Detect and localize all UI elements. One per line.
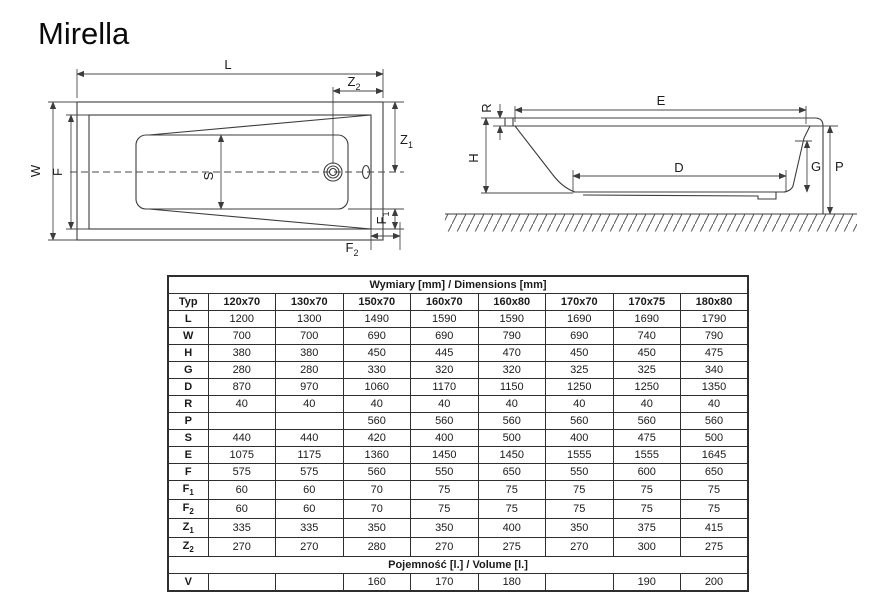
table-cell: 560 bbox=[478, 413, 546, 430]
table-cell: 70 bbox=[343, 500, 411, 519]
table-cell: 690 bbox=[411, 328, 479, 345]
table-cell: 1450 bbox=[411, 447, 479, 464]
table-cell bbox=[276, 574, 344, 592]
table-cell: 40 bbox=[681, 396, 749, 413]
table-cell: 40 bbox=[546, 396, 614, 413]
table-cell: 350 bbox=[546, 519, 614, 538]
table-cell: 1790 bbox=[681, 311, 749, 328]
row-label-cell: G bbox=[168, 362, 208, 379]
row-label-cell: $Z_2$ bbox=[168, 538, 208, 557]
table-cell: 1555 bbox=[613, 447, 681, 464]
table-cell: 690 bbox=[546, 328, 614, 345]
table-row bbox=[168, 500, 748, 519]
dim-label-Z1: $Z_1$ bbox=[400, 132, 413, 150]
table-cell: 1360 bbox=[343, 447, 411, 464]
table-row bbox=[168, 519, 748, 538]
dim-label-R: R bbox=[479, 103, 494, 113]
table-cell: 320 bbox=[478, 362, 546, 379]
table-cell: 40 bbox=[343, 396, 411, 413]
table-cell: 1075 bbox=[208, 447, 276, 464]
row-label-cell: $F_1$ bbox=[168, 481, 208, 500]
table-cell: 60 bbox=[208, 500, 276, 519]
table-cell: 60 bbox=[276, 500, 344, 519]
table-cell: 550 bbox=[546, 464, 614, 481]
table-cell: 560 bbox=[613, 413, 681, 430]
table-cell: 560 bbox=[681, 413, 749, 430]
table-cell: 700 bbox=[276, 328, 344, 345]
table-row bbox=[168, 447, 748, 464]
table-cell: 560 bbox=[411, 413, 479, 430]
table-cell: 40 bbox=[208, 396, 276, 413]
table-cell: 1590 bbox=[478, 311, 546, 328]
table-cell: 170 bbox=[411, 574, 479, 592]
left-wall bbox=[515, 126, 575, 192]
table-cell: 1060 bbox=[343, 379, 411, 396]
table-cell: 1490 bbox=[343, 311, 411, 328]
table-cell: 415 bbox=[681, 519, 749, 538]
table-cell: 1250 bbox=[546, 379, 614, 396]
dim-label-S: S bbox=[201, 171, 216, 181]
table-cell: 740 bbox=[613, 328, 681, 345]
row-label-cell: F bbox=[168, 464, 208, 481]
row-label-cell: L bbox=[168, 311, 208, 328]
table-cell: 75 bbox=[478, 500, 546, 519]
table-cell: 1450 bbox=[478, 447, 546, 464]
dim-label-H: H bbox=[466, 153, 481, 163]
table-cell: 575 bbox=[276, 464, 344, 481]
table-cell: 170x75 bbox=[613, 294, 681, 311]
row-label-cell: V bbox=[168, 574, 208, 592]
table-cell: 275 bbox=[681, 538, 749, 557]
table-cell: 450 bbox=[613, 345, 681, 362]
row-label-cell: $F_2$ bbox=[168, 500, 208, 519]
dim-label-E: E bbox=[656, 93, 666, 108]
dimensions-header: Wymiary [mm] / Dimensions [mm] bbox=[168, 276, 748, 294]
table-cell: 75 bbox=[546, 500, 614, 519]
table-cell: 160x70 bbox=[411, 294, 479, 311]
table-cell: 440 bbox=[276, 430, 344, 447]
table-row bbox=[168, 430, 748, 447]
table-row bbox=[168, 328, 748, 345]
table-cell: 690 bbox=[343, 328, 411, 345]
table-cell bbox=[276, 413, 344, 430]
table-cell: 560 bbox=[343, 464, 411, 481]
table-cell: 270 bbox=[546, 538, 614, 557]
table-cell: 560 bbox=[546, 413, 614, 430]
table-cell: 60 bbox=[208, 481, 276, 500]
dimensions-table bbox=[167, 275, 749, 592]
table-cell: 870 bbox=[208, 379, 276, 396]
dim-label-D: D bbox=[674, 160, 684, 175]
table-cell: 1590 bbox=[411, 311, 479, 328]
table-cell bbox=[208, 413, 276, 430]
table-cell: 325 bbox=[546, 362, 614, 379]
volume-header: Pojemność [l.] / Volume [l.] bbox=[168, 557, 748, 574]
table-row bbox=[168, 538, 748, 557]
table-cell: 300 bbox=[613, 538, 681, 557]
table-cell: 450 bbox=[343, 345, 411, 362]
table-cell: 40 bbox=[411, 396, 479, 413]
table-cell: 1555 bbox=[546, 447, 614, 464]
table-cell: 475 bbox=[613, 430, 681, 447]
table-row bbox=[168, 379, 748, 396]
table-cell bbox=[546, 574, 614, 592]
table-cell: 450 bbox=[546, 345, 614, 362]
table-cell: 60 bbox=[276, 481, 344, 500]
table-cell: 75 bbox=[613, 481, 681, 500]
table-cell: 350 bbox=[343, 519, 411, 538]
table-cell: 1200 bbox=[208, 311, 276, 328]
table-section-row bbox=[168, 276, 748, 294]
table-cell: 350 bbox=[411, 519, 479, 538]
table-cell: 160 bbox=[343, 574, 411, 592]
table-cell: 475 bbox=[681, 345, 749, 362]
shell-bottom bbox=[583, 192, 776, 199]
table-row bbox=[168, 464, 748, 481]
table-cell: 340 bbox=[681, 362, 749, 379]
table-cell: 75 bbox=[546, 481, 614, 500]
table-cell: 445 bbox=[411, 345, 479, 362]
table-cell: 330 bbox=[343, 362, 411, 379]
table-cell: 375 bbox=[613, 519, 681, 538]
rim-top-edge bbox=[505, 118, 823, 126]
row-label-cell: $Z_1$ bbox=[168, 519, 208, 538]
table-cell: 790 bbox=[681, 328, 749, 345]
dim-label-L: L bbox=[224, 57, 232, 72]
table-row bbox=[168, 413, 748, 430]
tub-outer-outline bbox=[77, 102, 383, 240]
table-cell: 180 bbox=[478, 574, 546, 592]
table-row bbox=[168, 294, 748, 311]
table-cell: 150x70 bbox=[343, 294, 411, 311]
table-cell: 470 bbox=[478, 345, 546, 362]
table-cell: 400 bbox=[546, 430, 614, 447]
table-cell: 170x70 bbox=[546, 294, 614, 311]
table-cell: 335 bbox=[276, 519, 344, 538]
table-cell: 130x70 bbox=[276, 294, 344, 311]
table-cell: 1175 bbox=[276, 447, 344, 464]
bowl-wall-bottom-edge bbox=[149, 209, 371, 229]
page-title: Mirella bbox=[38, 16, 130, 51]
table-cell: 280 bbox=[208, 362, 276, 379]
table-cell: 40 bbox=[613, 396, 681, 413]
table-cell: 550 bbox=[411, 464, 479, 481]
table-cell: 70 bbox=[343, 481, 411, 500]
table-row bbox=[168, 396, 748, 413]
table-row bbox=[168, 311, 748, 328]
table-cell: 75 bbox=[613, 500, 681, 519]
dim-label-G: G bbox=[811, 159, 822, 174]
table-cell: 40 bbox=[276, 396, 344, 413]
table-cell: 75 bbox=[681, 500, 749, 519]
table-cell: 1170 bbox=[411, 379, 479, 396]
table-cell: 1350 bbox=[681, 379, 749, 396]
table-row bbox=[168, 574, 748, 592]
right-wall bbox=[784, 126, 810, 192]
table-cell: 275 bbox=[478, 538, 546, 557]
table-row bbox=[168, 345, 748, 362]
table-cell: 40 bbox=[478, 396, 546, 413]
dim-label-P: P bbox=[835, 159, 844, 174]
table-cell: 700 bbox=[208, 328, 276, 345]
table-cell: 75 bbox=[478, 481, 546, 500]
dim-label-F: F bbox=[50, 168, 65, 176]
bowl-wall-top-edge bbox=[149, 115, 371, 135]
dim-label-W: W bbox=[28, 164, 43, 178]
table-cell: 1645 bbox=[681, 447, 749, 464]
table-cell: 400 bbox=[478, 519, 546, 538]
table-cell: 160x80 bbox=[478, 294, 546, 311]
table-cell: 380 bbox=[208, 345, 276, 362]
table-cell: 270 bbox=[208, 538, 276, 557]
table-cell: 1250 bbox=[613, 379, 681, 396]
table-cell bbox=[208, 574, 276, 592]
row-label-cell: W bbox=[168, 328, 208, 345]
top-view-drawing bbox=[28, 54, 440, 266]
dim-label-F1: $F_1$ bbox=[374, 211, 391, 225]
table-cell: 325 bbox=[613, 362, 681, 379]
table-cell: 1690 bbox=[546, 311, 614, 328]
table-cell: 500 bbox=[478, 430, 546, 447]
row-label-cell: D bbox=[168, 379, 208, 396]
table-cell: 120x70 bbox=[208, 294, 276, 311]
table-cell: 335 bbox=[208, 519, 276, 538]
table-cell: 270 bbox=[411, 538, 479, 557]
row-label-cell: P bbox=[168, 413, 208, 430]
row-label-cell: R bbox=[168, 396, 208, 413]
dim-label-F2: $F_2$ bbox=[345, 240, 359, 258]
table-cell: 970 bbox=[276, 379, 344, 396]
table-row bbox=[168, 481, 748, 500]
table-section-row bbox=[168, 557, 748, 574]
table-cell: 440 bbox=[208, 430, 276, 447]
side-view-drawing bbox=[443, 80, 863, 238]
table-cell: 320 bbox=[411, 362, 479, 379]
table-cell: 400 bbox=[411, 430, 479, 447]
table-cell: 600 bbox=[613, 464, 681, 481]
table-cell: 75 bbox=[411, 481, 479, 500]
table-cell: 190 bbox=[613, 574, 681, 592]
table-cell: 280 bbox=[276, 362, 344, 379]
ground-hatch bbox=[445, 215, 857, 232]
table-cell: 270 bbox=[276, 538, 344, 557]
table-cell: 560 bbox=[343, 413, 411, 430]
dimensions-table-wrap bbox=[167, 275, 749, 592]
table-cell: 500 bbox=[681, 430, 749, 447]
table-cell: 1150 bbox=[478, 379, 546, 396]
table-cell: 280 bbox=[343, 538, 411, 557]
table-row bbox=[168, 362, 748, 379]
table-cell: 575 bbox=[208, 464, 276, 481]
dim-label-Z2: $Z_2$ bbox=[347, 74, 361, 92]
table-cell: 420 bbox=[343, 430, 411, 447]
table-cell: 200 bbox=[681, 574, 749, 592]
table-cell: 75 bbox=[411, 500, 479, 519]
type-label-cell: Typ bbox=[168, 294, 208, 311]
row-label-cell: E bbox=[168, 447, 208, 464]
table-cell: 380 bbox=[276, 345, 344, 362]
table-cell: 790 bbox=[478, 328, 546, 345]
table-cell: 650 bbox=[478, 464, 546, 481]
table-cell: 75 bbox=[681, 481, 749, 500]
table-cell: 650 bbox=[681, 464, 749, 481]
table-cell: 1300 bbox=[276, 311, 344, 328]
row-label-cell: H bbox=[168, 345, 208, 362]
table-cell: 1690 bbox=[613, 311, 681, 328]
table-cell: 180x80 bbox=[681, 294, 749, 311]
row-label-cell: S bbox=[168, 430, 208, 447]
